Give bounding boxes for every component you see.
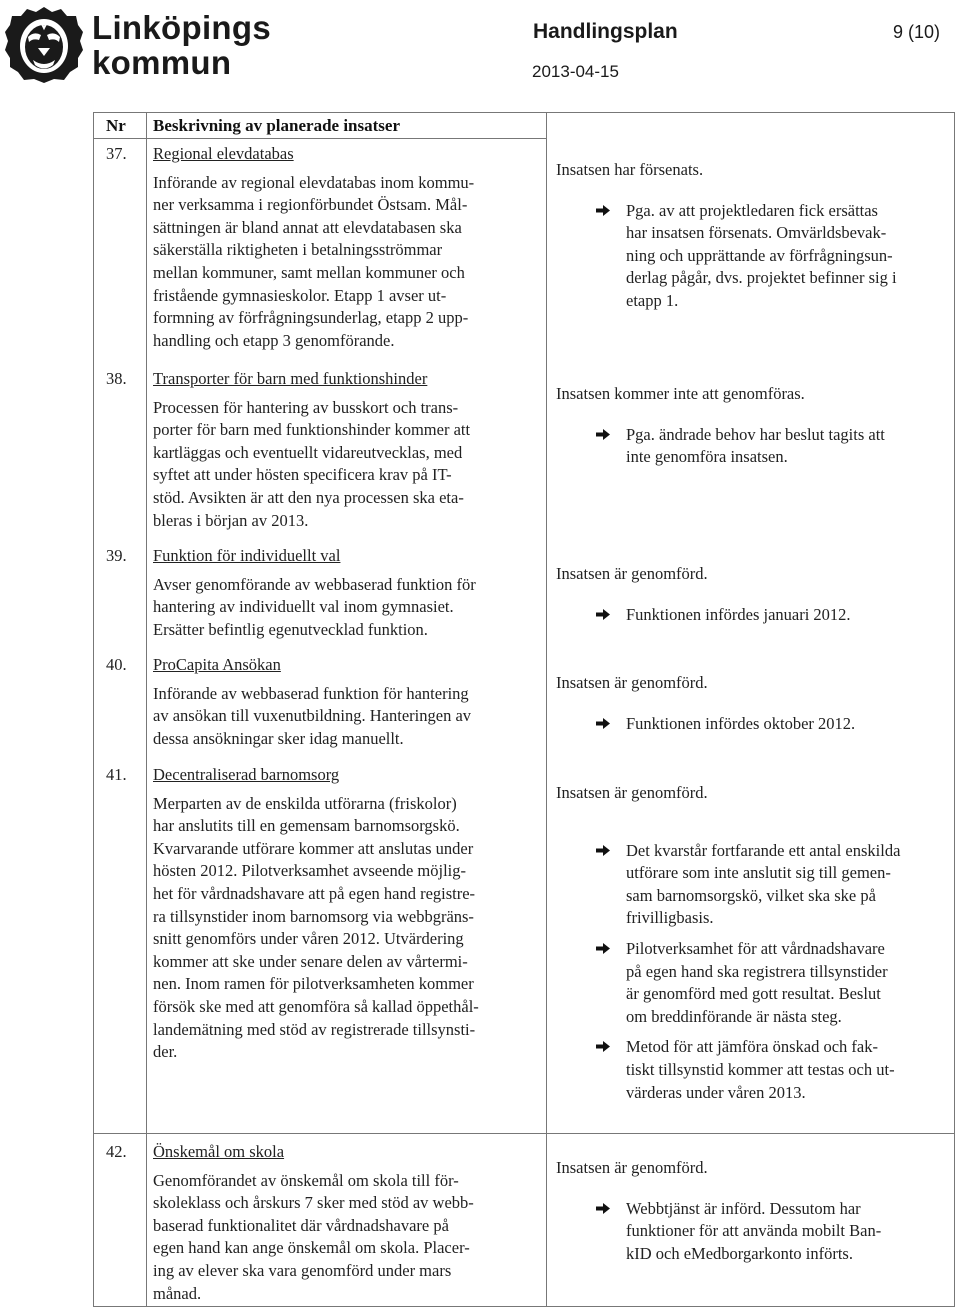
status-text: Insatsen är genomförd. bbox=[556, 783, 708, 802]
brand-line-1: Linköpings bbox=[92, 9, 271, 46]
row-status bbox=[556, 159, 951, 313]
row-title: Önskemål om skola bbox=[153, 1142, 285, 1161]
row-body bbox=[153, 574, 537, 642]
row-status bbox=[556, 672, 951, 735]
row-title: Decentraliserad barnomsorg bbox=[153, 765, 340, 784]
body-line: fristående gymnasieskolor. Etapp 1 avser ut- bbox=[153, 285, 447, 305]
bullet-line: om breddinförande är nästa steg. bbox=[626, 1006, 842, 1026]
bullet-line: etapp 1. bbox=[626, 290, 679, 310]
bullet-line: Metod för att jämföra önskad och fak- bbox=[626, 1037, 878, 1057]
bullet-line: utförare som inte anslutit sig till gemen- bbox=[626, 863, 891, 883]
row-title: Regional elevdatabas bbox=[153, 144, 294, 163]
row-title: ProCapita Ansökan bbox=[153, 655, 281, 674]
header-divider bbox=[93, 138, 546, 139]
row-status bbox=[556, 563, 951, 626]
body-line: månad. bbox=[153, 1283, 202, 1303]
brand-name bbox=[92, 10, 271, 80]
body-line: formning av förfrågningsunderlag, etapp 2 upp- bbox=[153, 308, 469, 328]
body-line: baserad funktionalitet där vårdnadshavare på bbox=[153, 1215, 449, 1235]
body-line: nen. Inom ramen för pilotverksamheten kommer bbox=[153, 974, 474, 994]
row-description bbox=[153, 654, 537, 750]
row-body bbox=[153, 793, 537, 1064]
column-divider-status bbox=[546, 112, 547, 1307]
status-bullet bbox=[556, 1198, 951, 1266]
row-body bbox=[153, 397, 537, 533]
status-text: Insatsen är genomförd. bbox=[556, 1158, 708, 1177]
arrow-right-icon bbox=[596, 609, 610, 620]
status-bullet bbox=[556, 604, 951, 627]
body-line: försök ske med att genomföra så kallad öppethål- bbox=[153, 996, 479, 1016]
arrow-right-icon bbox=[596, 943, 610, 954]
body-line: Kvarvarande utförare kommer att anslutas under bbox=[153, 838, 474, 858]
row-number: 42. bbox=[106, 1142, 127, 1161]
body-line: porter för barn med funktionshinder kommer att bbox=[153, 420, 471, 440]
row-status bbox=[556, 782, 951, 1104]
row-status bbox=[556, 383, 951, 469]
body-line: sättningen är bland annat att elevdatabasen ska bbox=[153, 217, 462, 237]
bullet-line: kID och eMedborgarkonto införts. bbox=[626, 1243, 853, 1263]
body-line: bleras i början av 2013. bbox=[153, 510, 309, 530]
row-description bbox=[153, 764, 537, 1064]
body-line: hösten 2012. Pilotverksamhet avseende möjlig- bbox=[153, 861, 466, 881]
column-header-description: Beskrivning av planerade insatser bbox=[153, 116, 400, 135]
bullet-line: värderas under våren 2013. bbox=[626, 1082, 806, 1102]
body-line: Ersätter befintlig egenutvecklad funktion. bbox=[153, 619, 428, 639]
row-title: Funktion för individuellt val bbox=[153, 546, 341, 565]
bullet-line: sam barnomsorgskö, vilket ska ske på bbox=[626, 885, 876, 905]
arrow-right-icon bbox=[596, 429, 610, 440]
body-line: dessa ansökningar sker idag manuellt. bbox=[153, 728, 404, 748]
body-line: Införande av regional elevdatabas inom kommu- bbox=[153, 172, 475, 192]
bullet-line: funktioner för att använda mobilt Ban- bbox=[626, 1221, 882, 1241]
body-line: syftet att under hösten specificera krav på IT- bbox=[153, 465, 452, 485]
body-line: egen hand kan ange önskemål om skola. Placer- bbox=[153, 1238, 470, 1258]
body-line: der. bbox=[153, 1042, 178, 1062]
row-description bbox=[153, 545, 537, 641]
body-line: mellan kommuner, samt mellan kommuner och bbox=[153, 262, 465, 282]
body-line: kommer att ske under senare delen av vårtermi- bbox=[153, 951, 468, 971]
row-number: 38. bbox=[106, 369, 127, 388]
bullet-line: tiskt tillsynstid kommer att testas och ut- bbox=[626, 1059, 895, 1079]
linkoping-lion-logo bbox=[4, 4, 84, 84]
body-line: snitt genomförs under våren 2012. Utvärdering bbox=[153, 929, 464, 949]
body-line: ra tillsynstider inom barnomsorg via webbgräns- bbox=[153, 906, 474, 926]
row-status bbox=[556, 1157, 951, 1265]
document-date: 2013-04-15 bbox=[532, 62, 619, 81]
status-text: Insatsen är genomförd. bbox=[556, 673, 708, 692]
arrow-right-icon bbox=[596, 1203, 610, 1214]
body-line: kartläggas och eventuellt vidareutvecklas, med bbox=[153, 442, 463, 462]
row-divider bbox=[93, 1133, 955, 1134]
arrow-right-icon bbox=[596, 1041, 610, 1052]
arrow-right-icon bbox=[596, 205, 610, 216]
bullet-line: Funktionen infördes januari 2012. bbox=[626, 604, 851, 624]
brand-line-2: kommun bbox=[92, 44, 232, 81]
body-line: av ansökan till vuxenutbildning. Hanteringen av bbox=[153, 706, 472, 726]
status-text: Insatsen har försenats. bbox=[556, 160, 704, 179]
body-line: Avser genomförande av webbaserad funktion för bbox=[153, 574, 476, 594]
status-bullet bbox=[556, 713, 951, 736]
arrow-right-icon bbox=[596, 845, 610, 856]
body-line: ner verksamma i regionförbundet Östsam. Mål- bbox=[153, 195, 468, 215]
bullet-line: inte genomföra insatsen. bbox=[626, 447, 788, 467]
status-bullet bbox=[556, 938, 951, 1028]
row-body bbox=[153, 172, 537, 353]
bullet-line: frivilligbasis. bbox=[626, 908, 714, 928]
page-number: 9 (10) bbox=[893, 22, 941, 42]
body-line: skoleklass och årskurs 7 sker med stöd av webb- bbox=[153, 1193, 474, 1213]
status-bullet bbox=[556, 840, 951, 930]
body-line: säkerställa riktigheten i betalningsströmmar bbox=[153, 240, 443, 260]
bullet-line: är genomförd med gott resultat. Beslut bbox=[626, 984, 881, 1004]
bullet-line: har insatsen försenats. Omvärldsbevak- bbox=[626, 223, 887, 243]
body-line: har anslutits till en gemensam barnomsorgskö. bbox=[153, 816, 460, 836]
bullet-line: derlag pågår, dvs. projektet befinner sig i bbox=[626, 268, 897, 288]
bullet-line: Webbtjänst är införd. Dessutom har bbox=[626, 1198, 861, 1218]
body-line: het för vårdnadshavare att på egen hand registre- bbox=[153, 883, 476, 903]
row-body bbox=[153, 683, 537, 751]
status-text: Insatsen är genomförd. bbox=[556, 564, 708, 583]
bullet-line: Pilotverksamhet för att vårdnadshavare bbox=[626, 938, 885, 958]
row-description bbox=[153, 1141, 537, 1305]
arrow-right-icon bbox=[596, 718, 610, 729]
body-line: hantering av individuellt val inom gymnasiet. bbox=[153, 597, 454, 617]
row-number: 39. bbox=[106, 546, 127, 565]
body-line: ing av elever ska vara genomförd under mars bbox=[153, 1260, 452, 1280]
body-line: handling och etapp 3 genomförande. bbox=[153, 330, 395, 350]
row-number: 40. bbox=[106, 655, 127, 674]
row-body bbox=[153, 1170, 537, 1306]
bullet-line: ning och upprättande av förfrågningsun- bbox=[626, 245, 893, 265]
status-text: Insatsen kommer inte att genomföras. bbox=[556, 384, 805, 403]
bullet-line: Pga. ändrade behov har beslut tagits att bbox=[626, 424, 885, 444]
row-title: Transporter för barn med funktionshinder bbox=[153, 369, 428, 388]
document-title: Handlingsplan bbox=[533, 20, 678, 43]
body-line: Införande av webbaserad funktion för hantering bbox=[153, 683, 469, 703]
bullet-line: Pga. av att projektledaren fick ersättas bbox=[626, 200, 878, 220]
status-bullet bbox=[556, 200, 951, 313]
row-description bbox=[153, 368, 537, 532]
body-line: Genomförandet av önskemål om skola till för- bbox=[153, 1170, 459, 1190]
body-line: landemätning med stöd av registrerade tillsynsti- bbox=[153, 1019, 476, 1039]
row-number: 37. bbox=[106, 144, 127, 163]
body-line: Processen för hantering av busskort och trans- bbox=[153, 397, 459, 417]
bullet-line: på egen hand ska registrera tillsynstider bbox=[626, 961, 888, 981]
row-description bbox=[153, 143, 537, 352]
status-bullet bbox=[556, 1036, 951, 1104]
bullet-line: Det kvarstår fortfarande ett antal enskilda bbox=[626, 840, 901, 860]
bullet-line: Funktionen infördes oktober 2012. bbox=[626, 713, 856, 733]
body-line: Merparten av de enskilda utförarna (friskolor) bbox=[153, 793, 457, 813]
row-number: 41. bbox=[106, 765, 127, 784]
status-bullet bbox=[556, 424, 951, 469]
column-header-nr: Nr bbox=[106, 116, 126, 135]
column-divider-nr bbox=[146, 112, 147, 1307]
body-line: stöd. Avsikten är att den nya processen ska eta- bbox=[153, 487, 464, 507]
